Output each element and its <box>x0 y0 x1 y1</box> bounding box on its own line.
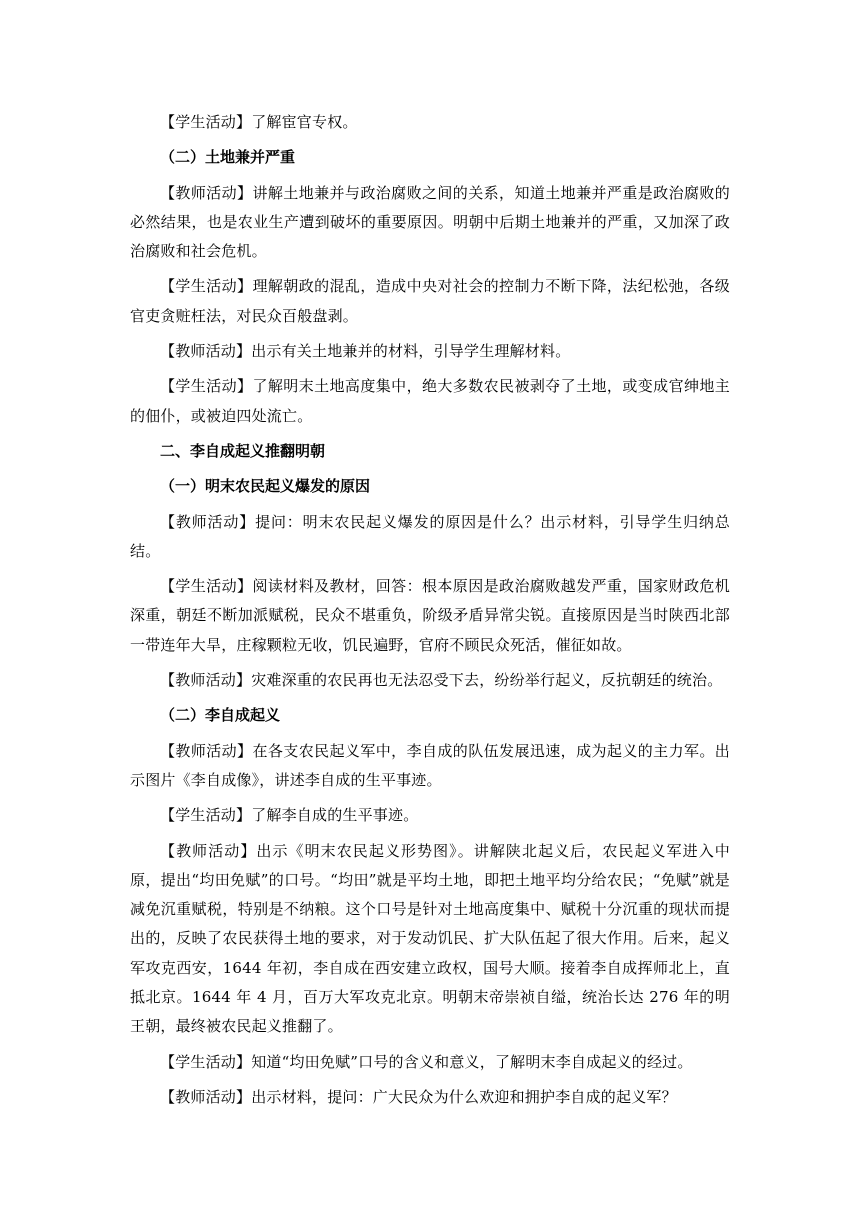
paragraph-student-activity-5: 【学生活动】了解李自成的生平事迹。 <box>160 806 419 825</box>
paragraph-teacher-activity-6: 【教师活动】出示《明末农民起义形势图》。讲解陕北起义后，农民起义军进入中原，提出“均田免赋”的口号。“均田”就是平均土地，即把土地平均分给农民；“免赋”就是减免沉重赋税，特别是不纳粮。这个口号是针对土地高度集中、赋税十分沉重的现状而提出的，反映了农民获得土地的要求，对于发动饥民、扩大队伍起了很大作用。后来，起义军攻克西安，1644 年初，李自成在西安建立政权，国号大顺。接着李自成挥师北上，直抵北京。1644 年 4 月，百万大军攻克北京。明朝末帝崇祯自缢，统治长达 276 年的明王朝，最终被农民起义推翻了。 <box>130 841 730 1036</box>
paragraph-student-activity-6: 【学生活动】知道“均田免赋”口号的含义和意义，了解明末李自成起义的经过。 <box>160 1052 693 1071</box>
paragraph-teacher-activity-5: 【教师活动】在各支农民起义军中，李自成的队伍发展迅速，成为起义的主力军。出示图片《李自成像》，讲述李自成的生平事迹。 <box>130 741 730 789</box>
paragraph-teacher-activity-4: 【教师活动】灾难深重的农民再也无法忍受下去，纷纷举行起义，反抗朝廷的统治。 <box>160 671 723 690</box>
paragraph-teacher-activity-1: 【教师活动】讲解土地兼并与政治腐败之间的关系，知道土地兼并严重是政治腐败的必然结果，也是农业生产遭到破坏的重要原因。明朝中后期土地兼并的严重，又加深了政治腐败和社会危机。 <box>130 183 730 261</box>
document-body <box>130 108 730 1112</box>
paragraph-teacher-activity-3: 【教师活动】提问：明末农民起义爆发的原因是什么？出示材料，引导学生归纳总结。 <box>130 512 730 560</box>
paragraph-teacher-activity-7: 【教师活动】出示材料，提问：广大民众为什么欢迎和拥护李自成的起义军？ <box>160 1087 677 1106</box>
section-heading-land-annexation: （二）土地兼并严重 <box>160 148 296 167</box>
paragraph-student-activity-2: 【学生活动】理解朝政的混乱，造成中央对社会的控制力不断下降，法纪松弛，各级官吏贪赃枉法，对民众百般盘剥。 <box>130 277 730 325</box>
paragraph-student-activity-4: 【学生活动】阅读材料及教材，回答：根本原因是政治腐败越发严重，国家财政危机深重，朝廷不断加派赋税，民众不堪重负，阶级矛盾异常尖锐。直接原因是当时陕西北部一带连年大旱，庄稼颗粒无收，饥民遍野，官府不顾民众死活，催征如故。 <box>130 577 730 654</box>
paragraph-teacher-activity-2: 【教师活动】出示有关土地兼并的材料，引导学生理解材料。 <box>160 342 571 361</box>
subsection-heading-li-zicheng-uprising: （二）李自成起义 <box>160 706 281 725</box>
paragraph-student-activity-3: 【学生活动】了解明末土地高度集中，绝大多数农民被剥夺了土地，或变成官绅地主的佃仆，或被迫四处流亡。 <box>130 377 730 425</box>
section-heading-li-zicheng: 二、李自成起义推翻明朝 <box>160 441 326 460</box>
paragraph-student-activity-1: 【学生活动】了解宦官专权。 <box>160 113 358 131</box>
subsection-heading-uprising-causes: （一）明末农民起义爆发的原因 <box>160 477 371 496</box>
